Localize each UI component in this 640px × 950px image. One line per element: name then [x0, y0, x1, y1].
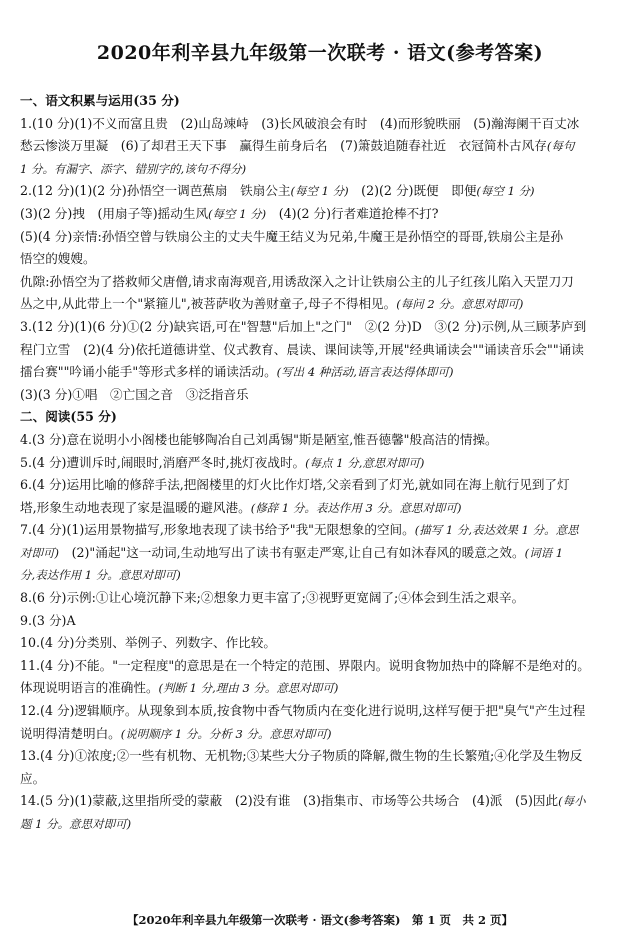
answer-2-text: 丛之中,从此带上一个"紧箍儿",被菩萨收为善财童子,母子不得相见。: [20, 296, 397, 312]
answer-7-note-3: (词语 1: [524, 545, 564, 560]
answer-4-line-1: 4.(3 分)意在说明小小阁楼也能够陶冶自己刘禹锡"斯是陋室,惟吾德馨"般高洁的情操。: [20, 431, 498, 447]
answer-2-line-1: [20, 180, 626, 203]
answer-2-line-5: 仇隙:孙悟空为了搭救师父唐僧,请求南海观音,用诱敌深入之计让铁扇公主的儿子红孩儿陷入天罡刀刀: [20, 273, 574, 289]
answer-5-line-1: [20, 452, 626, 475]
answer-7-note-2: 对即可): [20, 545, 59, 560]
page-footer: 【2020年利辛县九年级第一次联考 · 语文(参考答案) 第 1 页 共 2 页】: [127, 913, 513, 927]
answer-2-note-3: (每空 1 分): [208, 206, 267, 221]
answer-2-part-1: 2.(12 分)(1)(2 分)孙悟空一调芭蕉扇 铁扇公主: [20, 183, 291, 199]
answer-13-line-1: 13.(4 分)①浓度;②一些有机物、无机物;③某些大分子物质的降解,微生物的生长繁殖;④化学及生物反: [20, 748, 583, 764]
answer-7-line-2: [20, 542, 626, 565]
answer-2-line-6: [20, 293, 626, 316]
answer-5-note: (每点 1 分,意思对即可): [305, 455, 425, 470]
answer-10-line-1: 10.(4 分)分类别、举例子、列数字、作比较。: [20, 635, 276, 651]
answer-7-note-1: (描写 1 分,表达效果 1 分。意思: [414, 523, 579, 538]
answer-2-note-1: (每空 1 分): [290, 184, 349, 199]
section-heading-2: 二、阅读(55 分): [20, 409, 117, 425]
answer-3-note: (写出 4 种活动,语言表达得体即可): [276, 365, 454, 380]
answer-1-line-1: 1.(10 分)(1)不义而富且贵 (2)山岛竦峙 (3)长风破浪会有时 (4)而形貌昳丽 (5)瀚海阑干百丈冰: [20, 115, 580, 131]
answer-6-line-1: 6.(4 分)运用比喻的修辞手法,把阁楼里的灯火比作灯塔,父亲看到了灯光,就如同在海上航行见到了灯: [20, 477, 570, 493]
answer-13-line-2: 应。: [20, 770, 46, 786]
answer-3-line-1: 3.(12 分)(1)(6 分)①(2 分)缺宾语,可在"智慧"后加上"之门" ②(2 分)D ③(2 分)示例,从三顾茅庐到: [20, 318, 587, 334]
answer-3-line-4: (3)(3 分)①唱 ②亡国之音 ③泛指音乐: [20, 386, 249, 402]
answer-1-line-2: [20, 135, 626, 158]
answer-14-note-1: (每小: [558, 794, 586, 809]
answer-11-line-2: [20, 677, 626, 700]
answer-12-note: (说明顺序 1 分。分析 3 分。意思对即可): [120, 726, 332, 741]
answer-11-note: (判断 1 分,理由 3 分。意思对即可): [158, 681, 339, 696]
answer-14-line-1: [20, 790, 626, 813]
answer-11-text: 体现说明语言的准确性。: [20, 680, 159, 696]
answer-2-note-4: (每问 2 分。意思对即可): [396, 297, 524, 312]
answer-7-text-1: 7.(4 分)(1)运用景物描写,形象地表现了读书给予"我"无限想象的空间。: [20, 522, 415, 538]
answer-3-line-3: [20, 361, 626, 384]
answer-2-line-2: [20, 203, 626, 226]
answer-6-line-2: [20, 497, 626, 520]
section-heading-1: 一、语文积累与运用(35 分): [20, 93, 180, 108]
answer-11-line-1: 11.(4 分)不能。"一定程度"的意思是在一个特定的范围、界限内。说明食物加热中的降解不是绝对的。: [20, 657, 590, 673]
answer-7-text-2: (2)"涌起"这一动词,生动地写出了读书有驱走严寒,让自己有如沐春风的暖意之效。: [71, 544, 525, 560]
answer-2-part-3: (3)(2 分)拽: [20, 205, 98, 221]
answer-7-line-3: 分,表达作用 1 分。意思对即可): [20, 568, 181, 583]
answer-14-line-2: 题 1 分。意思对即可): [20, 817, 132, 831]
answer-7-line-1: [20, 519, 626, 542]
answer-12-text: 说明得清楚明白。: [20, 725, 121, 741]
answer-3-text: 擂台赛""吟诵小能手"等形式多样的诵读活动。: [20, 364, 277, 380]
answer-2-line-3: (5)(4 分)亲情:孙悟空曾与铁扇公主的丈夫牛魔王结义为兄弟,牛魔王是孙悟空的哥哥,铁扇公主是孙: [20, 228, 564, 244]
page-title: 2020年利辛县九年级第一次联考 · 语文(参考答案): [96, 42, 544, 64]
answer-1-line-3: 1 分。有漏字、添字、错别字的,该句不得分): [20, 161, 247, 176]
answer-5-text: 5.(4 分)遭训斥时,闹眼时,消磨严冬时,挑灯夜战时。: [20, 454, 306, 470]
answer-2-part-5: (4)(2 分)行者难道抢棒不打?: [278, 205, 439, 221]
answer-1-text: 愁云惨淡万里凝 (6)了却君王天下事 赢得生前身后名 (7)箫鼓追随春社近 衣冠简朴古风存: [20, 138, 547, 154]
answer-12-line-2: [20, 723, 626, 746]
answer-content: [20, 90, 626, 836]
answer-6-note: (修辞 1 分。表达作用 3 分。意思对即可): [250, 500, 462, 515]
answer-2-part-4: (用扇子等)摇动生风: [97, 205, 209, 221]
answer-12-line-1: 12.(4 分)逻辑顺序。从现象到本质,按食物中香气物质内在变化进行说明,这样写便于把"臭气"产生过程: [20, 703, 586, 719]
answer-14-text: 14.(5 分)(1)蒙蔽,这里指所受的蒙蔽 (2)没有谁 (3)指集市、市场等公共场合 (4)派 (5)因此: [20, 793, 559, 809]
answer-9-line-1: 9.(3 分)A: [20, 612, 76, 628]
answer-2-line-4: 悟空的嫂嫂。: [20, 251, 96, 267]
answer-6-text: 塔,形象生动地表现了家是温暖的避风港。: [20, 499, 251, 515]
answer-8-line-1: 8.(6 分)示例:①让心境沉静下来;②想象力更丰富了;③视野更宽阔了;④体会到生活之艰辛。: [20, 590, 525, 606]
answer-2-part-2: (2)(2 分)既便 即便: [361, 183, 477, 199]
answer-2-note-2: (每空 1 分): [476, 184, 535, 199]
answer-1-note: (每句: [546, 139, 575, 154]
answer-3-line-2: 程门立雪 (2)(4 分)依托道德讲堂、仪式教育、晨读、课间读等,开展"经典诵读会""诵读音乐会""诵读: [20, 341, 584, 357]
